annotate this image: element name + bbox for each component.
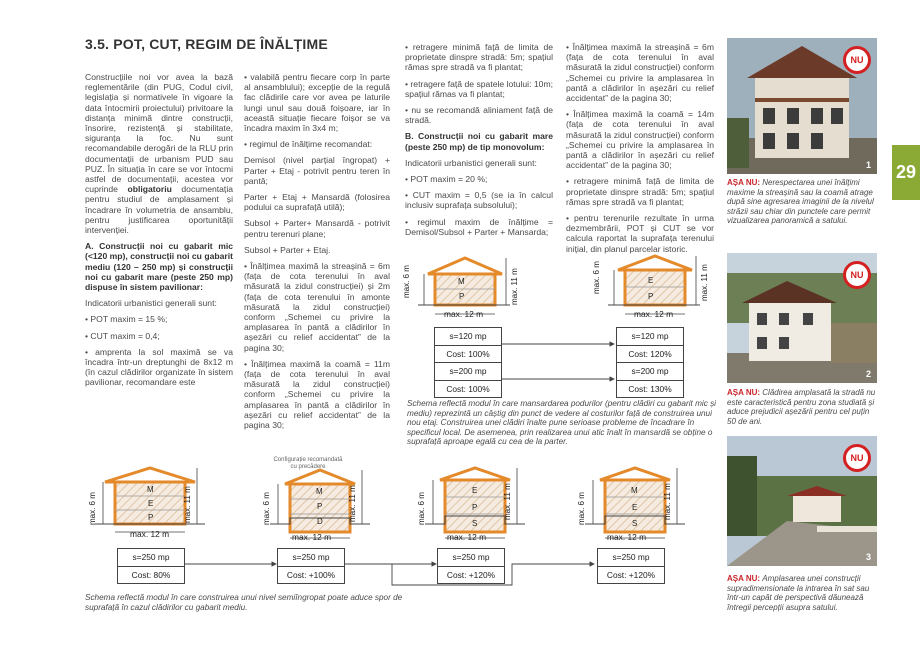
floor-label: P (648, 292, 654, 301)
intro-end: documentația pentru studiul de amplasament și încadrare în volumetria de ansamblu, pentru justificarea oportunității intervenției. (85, 184, 234, 236)
floor-label: D (317, 517, 323, 526)
area-label: s=250 mp (278, 549, 344, 567)
intro-bold: obligatoriu (127, 184, 172, 195)
photo-number: 1 (865, 160, 871, 170)
area-label: s=250 mp (438, 549, 504, 567)
col3-pot: • POT maxim = 20 %; (405, 174, 488, 185)
area-cost-box (616, 362, 684, 398)
dim-ridge-label: max. 11 m (503, 483, 512, 520)
dim-eave-label: max. 6 m (592, 261, 601, 294)
area-label: s=200 mp (435, 363, 501, 381)
area-cost-box (434, 327, 502, 363)
cost-label: Cost: 130% (628, 384, 672, 394)
text-column-4 (566, 42, 714, 260)
text-column-2 (244, 72, 390, 436)
caption-label: AȘA NU: (727, 388, 761, 397)
photo-number: 2 (865, 369, 871, 379)
col4-p3: • retragere minimă față de limita de proprietate dinspre stradă: 5m; spațiul rămas spre stradă va fi plantat; (566, 176, 714, 207)
nu-badge: NU (843, 46, 871, 74)
area-cost-box (597, 548, 665, 584)
floor-label: E (472, 486, 478, 495)
area-label: s=200 mp (617, 363, 683, 381)
photo-3 (727, 436, 877, 566)
area-label: s=120 mp (617, 328, 683, 346)
caption-label: AȘA NU: (727, 178, 761, 187)
cost-label: Cost: 100% (446, 349, 490, 359)
col3-p2: • retragere față de spatele lotului: 10m; spațiul rămas va fi plantat; (405, 78, 553, 99)
caption-text: Clădirea amplasată la stradă nu este caracteristică pentru zona studiată și aduce prejudicii așezării pentru cel puțin 50 de ani. (727, 388, 876, 426)
bottom-diagram-caption: Schema reflectă modul în care construirea unui nivel semiîngropat poate aduce spor de suprafață în cazul clădirilor cu gabarit mediu. (85, 593, 403, 612)
floor-label: M (631, 486, 638, 495)
area-cost-box (117, 548, 185, 584)
col2-p1: • valabilă pentru fiecare corp în parte al ansamblului); excepție de la regulă fac clădirile care vor avea pe laturile lungi unul sau două foișoare, iar în această situație fiecare foișor se va încadra maxim în 3x4 m; (244, 72, 390, 134)
col4-p2: • Înălțimea maximă la coamă = 14m (fața de cota terenului în aval măsurată la zidul construcției) conform „Schemei cu privire la amplasarea în pantă a clădirilor în așezări cu relief accidentat” de la pagina 30; (566, 109, 714, 171)
floor-label: E (148, 499, 154, 508)
page-title: 3.5. POT, CUT, REGIM DE ÎNĂLȚIME (85, 36, 328, 52)
caption-label: AȘA NU: (727, 574, 761, 583)
photo-1 (727, 38, 877, 174)
col4-p1: • Înălțimea maximă la streașină = 6m (fața de cota terenului în aval măsurată la zidul construcției) conform „Schemei cu privire la amplasarea în pantă a clădirilor în așezări cu relief accidentat” de la pagina 30; (566, 42, 714, 104)
nu-badge: NU (843, 261, 871, 289)
section-a-heading: A. Construcții noi cu gabarit mic (<120 mp), construcții noi cu gabarit mediu (120 – 250 mp) și construcții noi cu gabarit mare (peste 250 mp) dispuse în sistem pavilionar: (85, 241, 233, 293)
dim-ridge-label: max. 11 m (510, 268, 519, 305)
area-cost-box (434, 362, 502, 398)
photo-3-caption (727, 574, 877, 612)
col2-p2: • regimul de înălțime recomandat: (244, 139, 373, 150)
floor-label: M (316, 487, 323, 496)
dim-width-label: max. 12 m (292, 532, 332, 542)
floor-label: S (632, 519, 638, 528)
cost-label: Cost: +120% (606, 570, 656, 580)
cut-item: • CUT maxim = 0,4; (85, 330, 160, 341)
floor-label: S (472, 519, 478, 528)
col3-cut: • CUT maxim = 0,5 (se ia în calcul inclusiv suprafața subsolului); (405, 190, 553, 211)
dim-width-label: max. 12 m (130, 529, 170, 539)
col2-p7: • Înălțimea maximă la streașină = 6m (fața de cota terenului în aval măsurată la zidul construcției) și 2m (fața de cota terenului în amonte măsurată la zidul construcției) conform „Schemei cu privire la amplasarea în pantă a clădirilor în așezări cu relief accidentat” de la pagina 30; (244, 261, 390, 353)
col2-p8: • Înălțimea maximă la coamă = 11m (fața de cota terenului în aval măsurată la zidul construcției) conform „Schemei cu privire la amplasarea în pantă a clădirilor în așezări cu relief accidentat” de la pagina 30; (244, 358, 390, 431)
dim-eave-label: max. 6 m (402, 265, 411, 298)
col4-p4: • pentru terenurile rezultate în urma dezmembrării, POT și CUT se vor calcula raportat la suprafața terenului inițial, din planul parcelar istoric. (566, 213, 714, 254)
col2-p4: Parter + Etaj + Mansardă (folosirea podului ca suprafață utilă); (244, 192, 390, 213)
arrows-top (500, 337, 620, 387)
area-label: s=250 mp (598, 549, 664, 567)
col3-p1: • retragere minimă față de limita de proprietate dinspre stradă: 5m; spațiul rămas spre stradă va fi plantat; (405, 42, 553, 73)
floor-label: P (472, 503, 478, 512)
area-label: s=250 mp (118, 549, 184, 567)
cost-label: Cost: 120% (628, 349, 672, 359)
floor-label: P (317, 502, 323, 511)
dim-ridge-label: max. 11 m (700, 264, 709, 301)
col2-p6: Subsol + Parter + Etaj. (244, 244, 331, 255)
photo-number: 3 (865, 552, 871, 562)
dim-width-label: max. 12 m (444, 309, 484, 319)
dim-ridge-label: max. 11 m (348, 485, 357, 522)
photo-1-caption (727, 178, 877, 226)
dim-width-label: max. 12 m (447, 532, 487, 542)
dim-ridge-label: max. 11 m (663, 483, 672, 520)
col3-regime: • regimul maxim de înălțime = Demisol/Subsol + Parter + Mansarda; (405, 216, 553, 237)
dim-ridge-label: max. 11 m (183, 486, 192, 523)
cost-label: Cost: +100% (286, 570, 336, 580)
dim-eave-label: max. 6 m (262, 492, 271, 525)
col3-indicators: Indicatorii urbanistici generali sunt: (405, 157, 537, 168)
nu-badge: NU (843, 444, 871, 472)
floor-label: P (148, 513, 154, 522)
col2-p5: Subsol + Parter+ Mansardă - potrivit pentru terenuri plane; (244, 218, 390, 239)
text-column-1 (85, 72, 233, 394)
recommended-config-label: Configurație recomandată cu precădere (273, 457, 343, 470)
footprint-item: • amprenta la sol maximă se va încadra într-un dreptunghi de 8x12 m (în cazul clădirilor organizate în sistem pavilionar, recomandare este (85, 346, 233, 388)
area-label: s=120 mp (435, 328, 501, 346)
dim-eave-label: max. 6 m (88, 492, 97, 525)
intro-text: Construcțiile noi vor avea la bază reglementările (din PUG, Codul civil, legislația și normativele în vigoare la data întocmirii proiectului) privitoare la distanța minimă dintre construcții, însorire, rezistență și stabilitate, siguranța la foc. Nu sunt recomandabile derogări de la RLU prin documentații de urbanism PUD sau PUZ. În situația în care se vor întocmi astfel de documentații, acestea vor cuprinde (85, 72, 233, 195)
floor-label: P (459, 292, 465, 301)
page-number-tab: 29 (892, 145, 920, 200)
text-column-3 (405, 42, 553, 243)
pot-item: • POT maxim = 15 %; (85, 314, 168, 325)
photo-2-caption (727, 388, 877, 426)
section-b-heading: B. Construcții noi cu gabarit mare (peste 250 mp) de tip monovolum: (405, 131, 553, 152)
floor-label: M (147, 485, 154, 494)
cost-label: Cost: +120% (446, 570, 496, 580)
house-top-2 (608, 256, 700, 314)
col3-p3: • nu se recomandă aliniament față de stradă. (405, 105, 553, 126)
floor-label: E (648, 276, 654, 285)
indicators-label: Indicatorii urbanistici generali sunt: (85, 298, 217, 309)
cost-label: Cost: 80% (131, 570, 171, 580)
dim-width-label: max. 12 m (634, 309, 674, 319)
col2-p3: Demisol (nivel parțial îngropat) + Parter + Etaj - potrivit pentru teren în pantă; (244, 155, 390, 186)
dim-eave-label: max. 6 m (577, 492, 586, 525)
top-diagram-caption: Schema reflectă modul în care mansardarea podurilor (pentru clădiri cu gabarit mic și mediu) reprezintă un câștig din punct de vedere al costurilor față de construirea unui nou etaj. Construirea unei clădiri înalte pune serioase probleme de încadrare în specificul local. De asemenea, prin realizarea unui atic înalt în mansardă se obține o suprafață aproape egală cu cea de la parter. (407, 399, 716, 447)
caption-text: Amplasarea unei construcții supradimensionate la intrarea în sat sau într-un capăt de perspectivă dăunează întregii percepții asupra satului. (727, 574, 870, 612)
cost-label: Cost: 100% (446, 384, 490, 394)
arrows-bottom (180, 555, 600, 595)
caption-text: Nerespectarea unei înălțimi maxime la streașină sau la coamă atrage după sine agresarea imaginii de la nivelul străzii sau chiar din punctele care permit vizualizarea panoramică a satului. (727, 178, 874, 225)
area-cost-box (616, 327, 684, 363)
bottom-houses-svg (85, 458, 715, 543)
floor-label: E (632, 503, 638, 512)
dim-width-label: max. 12 m (607, 532, 647, 542)
dim-eave-label: max. 6 m (417, 492, 426, 525)
photo-2 (727, 253, 877, 383)
floor-label: M (458, 277, 465, 286)
house-top-1 (418, 258, 510, 314)
